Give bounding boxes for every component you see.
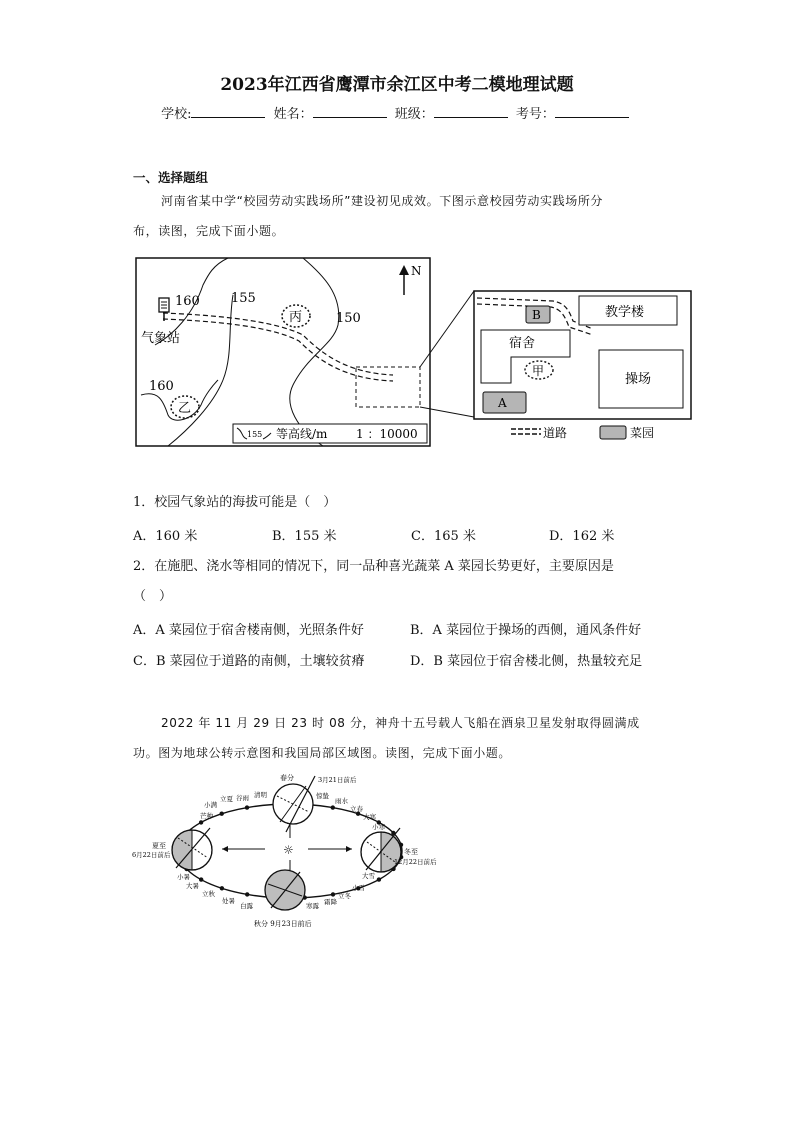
term-qingming: 清明 <box>254 791 267 799</box>
legend-contour-value: 155 <box>247 430 263 439</box>
garden-a-label: A <box>498 396 507 410</box>
q1-option-a[interactable]: A．160 米 <box>133 529 198 544</box>
term-mangzhong: 芒种 <box>200 812 213 820</box>
term-guyu: 谷雨 <box>236 794 249 802</box>
name-label: 姓名： <box>273 107 313 122</box>
weather-station-icon <box>159 298 169 321</box>
north-arrowhead-icon <box>399 265 409 275</box>
earth-autumn-equinox <box>265 870 305 910</box>
arrowhead-left-icon <box>222 846 228 852</box>
zoom-connector-top <box>420 291 474 367</box>
passage-2-line-1: 2022 年 11 月 29 日 23 时 08 分，神舟十五号载人飞船在酒泉卫星发射取得圆满成 <box>161 716 640 730</box>
school-label: 学校: <box>161 107 192 122</box>
term-jingzhe: 惊蛰 <box>316 792 329 800</box>
spring-equinox-label: 春分 <box>280 774 294 782</box>
legend-road-label: 道路 <box>543 426 568 440</box>
term-xiaohan: 小寒 <box>372 823 385 831</box>
contour-label-160-bottom: 160 <box>149 379 174 394</box>
section-heading: 一、选择题组 <box>133 170 209 185</box>
contour-label-150: 150 <box>336 311 361 326</box>
term-xiaoshu: 小暑 <box>177 873 190 881</box>
legend-garden-label: 菜园 <box>630 426 655 440</box>
summer-solstice-label: 夏至 <box>152 842 166 850</box>
sun-icon: ☼ <box>283 843 294 857</box>
orbit-dot <box>331 892 335 896</box>
weather-station-label: 气象站 <box>141 331 181 346</box>
term-shuangjiang: 霜降 <box>324 898 337 906</box>
page-title: 2023年江西省鹰潭市余江区中考二模地理试题 <box>220 75 574 95</box>
winter-solstice-date: 12月22日前后 <box>394 858 437 866</box>
q2-option-c[interactable]: C．B 菜园位于道路的南侧，土壤较贫瘠 <box>133 654 365 669</box>
question-2-stem: 2．在施肥、浇水等相同的情况下，同一品种喜光蔬菜 A 菜园长势更好，主要原因是 <box>133 559 614 574</box>
orbit-dot <box>199 820 203 824</box>
term-dashu: 大暑 <box>186 882 199 890</box>
q1-option-b[interactable]: B．155 米 <box>272 529 337 544</box>
term-daxue: 大雪 <box>362 872 375 880</box>
class-label: 班级： <box>394 107 434 122</box>
winter-solstice-label: 冬至 <box>404 848 418 856</box>
passage-1-line-1: 河南省某中学“校园劳动实践场所”建设初见成效。下图示意校园劳动实践场所分 <box>161 194 604 208</box>
earth-orbit-diagram <box>130 772 437 932</box>
term-hanlu: 寒露 <box>306 902 319 910</box>
passage-2-line-2: 功。图为地球公转示意图和我国局部区域图。读图，完成下面小题。 <box>133 746 512 760</box>
q1-option-d[interactable]: D．162 米 <box>549 529 615 544</box>
teaching-building-label: 教学楼 <box>605 305 645 320</box>
term-xiaoman: 小满 <box>204 801 217 809</box>
q2-option-d[interactable]: D．B 菜园位于宿舍楼北侧，热量较充足 <box>410 654 643 669</box>
q2-option-b[interactable]: B．A 菜园位于操场的西侧，通风条件好 <box>410 623 642 638</box>
arrowhead-right-icon <box>346 846 352 852</box>
garden-legend-icon <box>600 426 626 439</box>
term-lichun: 立春 <box>350 805 363 813</box>
orbit-dot <box>245 892 249 896</box>
contour-150 <box>290 258 339 446</box>
term-xiaoxue: 小雪 <box>352 884 365 892</box>
orbit-dot <box>245 805 249 809</box>
name-blank[interactable] <box>313 105 387 118</box>
road-line-lower <box>163 319 393 381</box>
orbit-dot <box>331 805 335 809</box>
spring-equinox-date: 3月21日前后 <box>318 776 357 784</box>
q2-option-a[interactable]: A．A 菜园位于宿舍楼南侧，光照条件好 <box>133 623 364 638</box>
question-2-stem-blank: （ ） <box>133 589 173 604</box>
north-label: N <box>411 264 422 278</box>
site-yi-label: 乙 <box>178 401 192 416</box>
site-jia-label: 甲 <box>532 364 545 378</box>
orbit-dot <box>220 886 224 890</box>
term-liqiu: 立秋 <box>202 890 215 898</box>
summer-solstice-date: 6月22日前后 <box>132 851 171 859</box>
term-lixia: 立夏 <box>220 795 233 803</box>
orbit-dot <box>377 877 381 881</box>
autumn-equinox-label: 秋分 9月23日前后 <box>254 920 312 928</box>
term-lidong: 立冬 <box>338 892 351 900</box>
playground-label: 操场 <box>625 372 652 387</box>
passage-1 <box>133 186 663 246</box>
term-bailu: 白露 <box>240 902 253 910</box>
orbit-dot <box>199 877 203 881</box>
exam-no-label: 考号： <box>515 107 555 122</box>
student-info-line <box>0 103 794 122</box>
term-yushui: 雨水 <box>335 797 348 805</box>
class-blank[interactable] <box>434 105 508 118</box>
exam-no-blank[interactable] <box>555 105 629 118</box>
term-chushu: 处暑 <box>222 897 235 905</box>
dormitory-label: 宿舍 <box>509 336 536 351</box>
zoom-box <box>356 367 420 407</box>
site-bing-label: 丙 <box>289 310 303 325</box>
passage-2 <box>133 708 663 768</box>
contour-label-160-top: 160 <box>175 294 200 309</box>
earth-summer-solstice <box>172 828 212 870</box>
legend-contour-label: 等高线/m <box>276 427 328 441</box>
contour-label-155: 155 <box>231 291 256 306</box>
earth-spring-equinox <box>273 776 315 832</box>
question-1-stem: 1．校园气象站的海拔可能是（ ） <box>133 495 337 510</box>
term-dahan: 大寒 <box>363 813 376 821</box>
orbit-dot <box>220 812 224 816</box>
school-blank[interactable] <box>191 105 265 118</box>
map-scale: 1 ：10000 <box>356 427 418 441</box>
zoom-connector-bottom <box>420 407 474 417</box>
campus-map-figure <box>133 255 693 450</box>
q1-option-c[interactable]: C．165 米 <box>411 529 476 544</box>
passage-1-line-2: 布，读图，完成下面小题。 <box>133 224 285 238</box>
garden-b-label: B <box>532 308 541 322</box>
